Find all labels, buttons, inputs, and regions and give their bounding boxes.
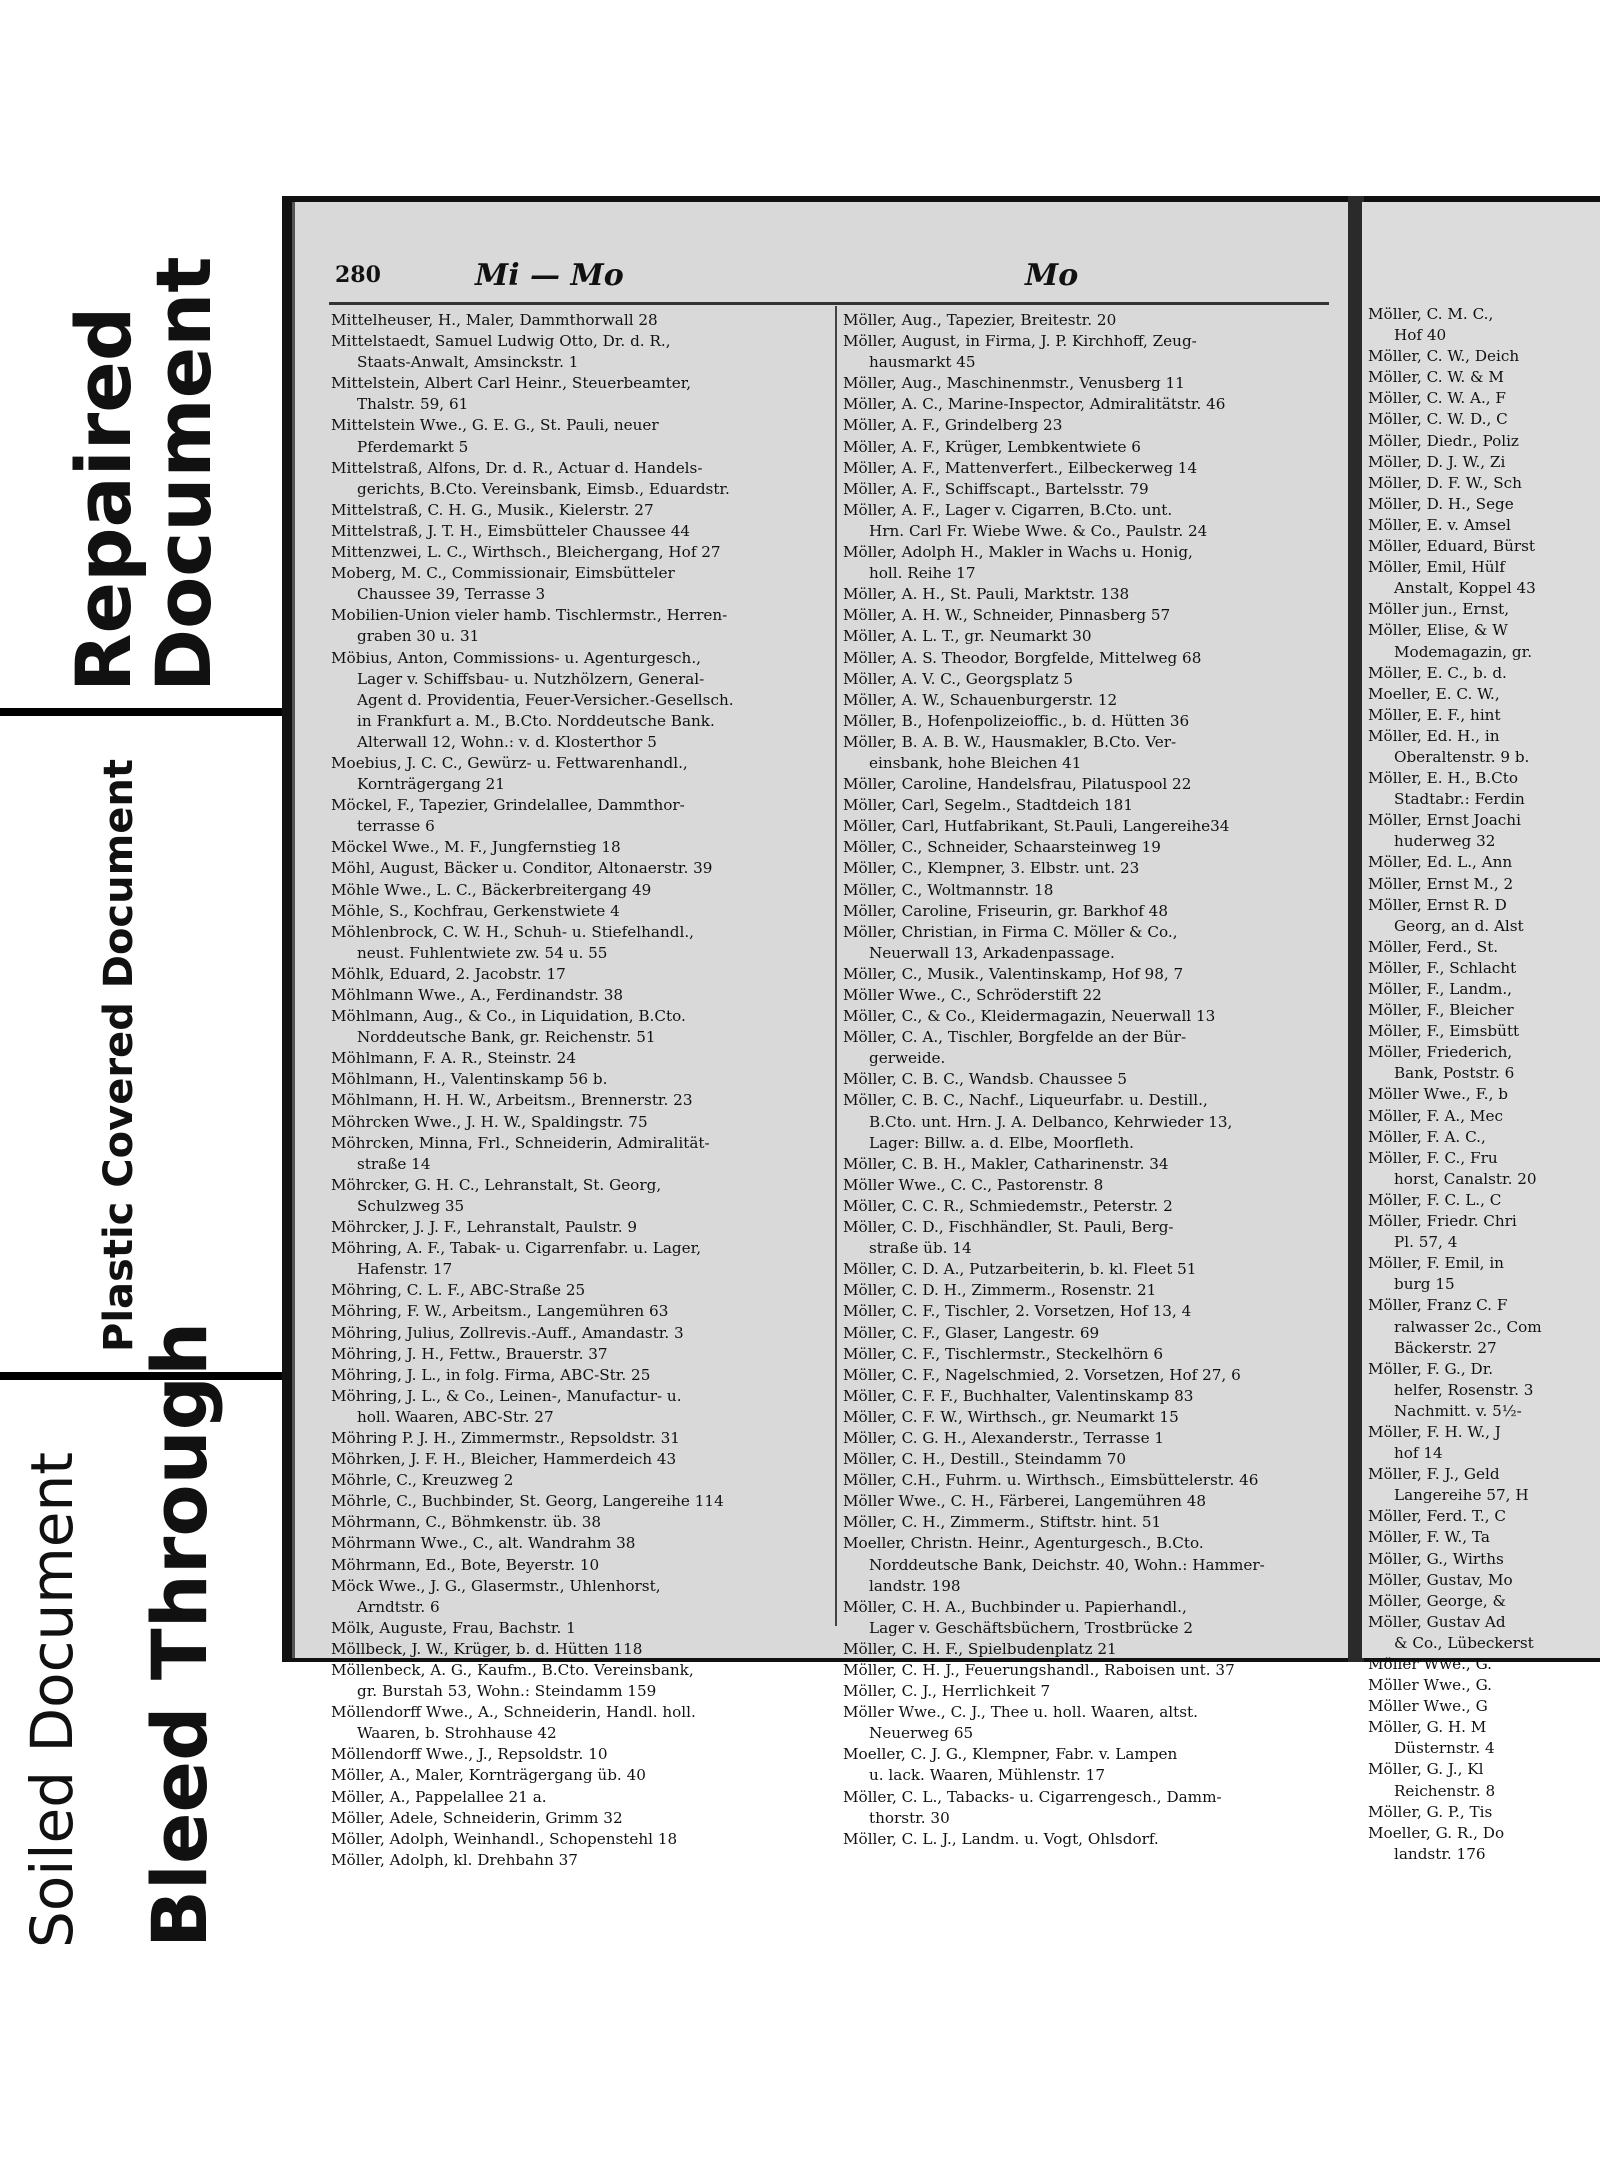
- directory-entry-line: Möhlmann, Aug., & Co., in Liquidation, B.Cto.: [331, 1007, 686, 1026]
- directory-entry-line: Möller Wwe., C. C., Pastorenstr. 8: [843, 1175, 1104, 1194]
- directory-entry-line: Möller, F. A. C.,: [1368, 1127, 1486, 1146]
- directory-entry-line: Möller Wwe., C., Schröderstift 22: [843, 986, 1102, 1004]
- directory-entry-line: Möller, F. W., Ta: [1368, 1528, 1490, 1547]
- directory-entry-line: Möllendorff Wwe., J., Repsoldstr. 10: [331, 1745, 608, 1764]
- directory-entry-line: Hrn. Carl Fr. Wiebe Wwe. & Co., Paulstr. 24: [869, 521, 1208, 540]
- repaired-label-line1: Repaired: [59, 306, 148, 692]
- plastic-label: Plastic Covered Document: [96, 758, 142, 1352]
- directory-entry-line: Möller, A. F., Grindelberg 23: [843, 416, 1063, 435]
- directory-entry-line: Möhle, S., Kochfrau, Gerkenstwiete 4: [331, 901, 620, 920]
- directory-entry-line: Möller, C. B. C., Wandsb. Chaussee 5: [843, 1070, 1128, 1089]
- directory-entry-line: Möller, C. J., Herrlichkeit 7: [843, 1682, 1051, 1701]
- directory-entry-line: Bank, Poststr. 6: [1394, 1064, 1515, 1083]
- right-heading: Mo: [1025, 258, 1079, 293]
- directory-entry-line: Möller, Adolph, Weinhandl., Schopenstehl 18: [331, 1829, 678, 1848]
- third-column: [1368, 304, 1600, 1865]
- directory-entry-line: Lager v. Schiffsbau- u. Nutzhölzern, General-: [357, 669, 705, 688]
- directory-entry-line: Möhring P. J. H., Zimmermstr., Repsoldstr. 31: [331, 1428, 680, 1447]
- directory-entry-line: Arndtstr. 6: [357, 1597, 440, 1616]
- directory-entry-line: Möller, F. Emil, in: [1368, 1254, 1504, 1273]
- directory-entry-line: Möller, F., Bleicher: [1368, 1001, 1514, 1020]
- directory-entry-line: Möller, Ernst Joachi: [1368, 811, 1521, 830]
- directory-entry-line: Möller Wwe., C. H., Färberei, Langemühren 48: [843, 1492, 1207, 1511]
- directory-entry-line: Möller, E. v. Amsel: [1368, 515, 1511, 534]
- directory-entry-line: Pferdemarkt 5: [357, 437, 469, 456]
- directory-entry-line: Möller, C. W., Deich: [1368, 347, 1520, 366]
- directory-entry-line: Möhrmann Wwe., C., alt. Wandrahm 38: [331, 1534, 636, 1553]
- directory-entry-line: Modemagazin, gr.: [1394, 642, 1533, 661]
- directory-entry-line: Pl. 57, 4: [1394, 1233, 1458, 1252]
- directory-entry-line: Möller, Franz C. F: [1368, 1296, 1508, 1315]
- directory-entry-line: Agent d. Providentia, Feuer-Versicher.-Gesellsch.: [357, 690, 734, 709]
- directory-entry-line: Möller, C. D., Fischhändler, St. Pauli, Berg-: [843, 1218, 1174, 1237]
- directory-entry-line: Möller, C. W. & M: [1368, 368, 1504, 387]
- directory-entry-line: Möller, C. B. C., Nachf., Liqueurfabr. u. Destill.,: [843, 1091, 1208, 1110]
- directory-entry-line: Düsternstr. 4: [1394, 1739, 1495, 1758]
- next-page: [1362, 202, 1600, 1863]
- directory-entry-line: Möller, F. H. W., J: [1368, 1422, 1501, 1441]
- directory-entry-line: Möller, C. H. J., Feuerungshandl., Raboisen unt. 37: [843, 1661, 1235, 1679]
- directory-entry-line: Möller, Christian, in Firma C. Möller & Co.,: [843, 922, 1178, 941]
- directory-entry-line: Möller, A., Maler, Kornträgergang üb. 40: [331, 1766, 646, 1785]
- directory-entry-line: Möller, F. G., Dr.: [1368, 1359, 1494, 1378]
- page-header: [335, 258, 1333, 302]
- directory-entry-line: Möller, Elise, & W: [1368, 621, 1508, 640]
- directory-entry-line: gerichts, B.Cto. Vereinsbank, Eimsb., Eduardstr.: [357, 479, 730, 498]
- directory-entry-line: Möller, Emil, Hülf: [1368, 558, 1506, 577]
- directory-entry-line: Möller, A. H. W., Schneider, Pinnasberg 57: [843, 606, 1171, 625]
- directory-entry-line: Möller, C. L. J., Landm. u. Vogt, Ohlsdorf.: [843, 1829, 1159, 1848]
- directory-entry-line: Alterwall 12, Wohn.: v. d. Klosterthor 5: [357, 732, 657, 751]
- directory-entry-line: neust. Fuhlentwiete zw. 54 u. 55: [357, 943, 608, 962]
- directory-entry-line: Möller, A. W., Schauenburgerstr. 12: [843, 690, 1118, 709]
- directory-entry-line: Möller, A. V. C., Georgsplatz 5: [843, 669, 1074, 688]
- directory-entry-line: Möller, C. H. F., Spielbudenplatz 21: [843, 1639, 1117, 1658]
- right-column: [843, 310, 1343, 1850]
- directory-entry-line: Nachmitt. v. 5½-: [1394, 1401, 1522, 1420]
- directory-entry-line: Möller, D. F. W., Sch: [1368, 473, 1522, 492]
- directory-entry-line: thorstr. 30: [869, 1808, 950, 1827]
- directory-entry-line: Möller, Ferd., St.: [1368, 937, 1499, 956]
- directory-entry-line: Mittelstraß, C. H. G., Musik., Kielerstr. 27: [331, 500, 654, 519]
- directory-entry-line: Möller, C.H., Fuhrm. u. Wirthsch., Eimsbüttelerstr. 46: [843, 1471, 1259, 1490]
- directory-entry-line: Mittenzwei, L. C., Wirthsch., Bleichergang, Hof 27: [331, 543, 721, 562]
- directory-entry-line: Möller, C. M. C.,: [1368, 305, 1494, 323]
- directory-entry-line: Mittelheuser, H., Maler, Dammthorwall 28: [331, 311, 658, 329]
- directory-entry-line: Möller, F. C. L., C: [1368, 1190, 1502, 1209]
- directory-entry-line: Möller, Ed. L., Ann: [1368, 853, 1513, 872]
- directory-entry-line: Oberaltenstr. 9 b.: [1394, 747, 1530, 766]
- directory-entry-line: Möhle Wwe., L. C., Bäckerbreitergang 49: [331, 880, 652, 899]
- directory-entry-line: landstr. 176: [1394, 1844, 1486, 1863]
- label-strip: [0, 0, 282, 2177]
- directory-entry-line: Möller, F., Landm.,: [1368, 980, 1512, 998]
- directory-entry-line: gerweide.: [869, 1049, 946, 1068]
- book-scan: [282, 196, 1600, 1869]
- directory-entry-line: Möller, George, &: [1368, 1591, 1507, 1610]
- left-column: [331, 310, 831, 1871]
- page-number: 280: [335, 262, 381, 288]
- label-divider: [0, 708, 282, 716]
- directory-entry-line: landstr. 198: [869, 1576, 961, 1595]
- directory-entry-line: Möller, Diedr., Poliz: [1368, 431, 1519, 450]
- directory-entry-line: Möller, Carl, Hutfabrikant, St.Pauli, Langereihe34: [843, 817, 1230, 836]
- directory-entry-line: Möller, A. C., Marine-Inspector, Admiralitätstr. 46: [843, 395, 1226, 414]
- directory-entry-line: Möhrcker, J. J. F., Lehranstalt, Paulstr. 9: [331, 1218, 638, 1237]
- directory-entry-line: Mölk, Auguste, Frau, Bachstr. 1: [331, 1618, 576, 1637]
- directory-entry-line: hausmarkt 45: [869, 353, 976, 372]
- directory-entry-line: huderweg 32: [1394, 832, 1496, 851]
- directory-entry-line: Möller, Ernst M., 2: [1368, 874, 1514, 893]
- directory-entry-line: Möller, A. L. T., gr. Neumarkt 30: [843, 627, 1092, 646]
- directory-entry-line: Möller, C., Klempner, 3. Elbstr. unt. 23: [843, 859, 1140, 878]
- directory-entry-line: Möller, F. C., Fru: [1368, 1148, 1498, 1167]
- directory-entry-line: Norddeutsche Bank, Deichstr. 40, Wohn.: Hammer-: [869, 1555, 1265, 1574]
- directory-entry-line: in Frankfurt a. M., B.Cto. Norddeutsche Bank.: [357, 711, 715, 730]
- directory-entry-line: Möhrle, C., Kreuzweg 2: [331, 1471, 514, 1490]
- directory-entry-line: Reichenstr. 8: [1394, 1781, 1496, 1800]
- directory-entry-line: Möller, Gustav, Mo: [1368, 1570, 1513, 1589]
- directory-entry-line: Möhring, J. L., in folg. Firma, ABC-Str. 25: [331, 1365, 651, 1384]
- directory-entry-line: Möller, E. F., hint: [1368, 705, 1501, 724]
- directory-entry-line: Staats-Anwalt, Amsinckstr. 1: [357, 353, 579, 372]
- directory-entry-line: Moeller, E. C. W.,: [1368, 684, 1500, 703]
- directory-entry-line: & Co., Lübeckerst: [1394, 1633, 1534, 1652]
- directory-entry-line: Mittelstein Wwe., G. E. G., St. Pauli, neuer: [331, 416, 659, 435]
- directory-entry-line: Möller, Ferd. T., C: [1368, 1507, 1506, 1526]
- directory-entry-line: Möller, Caroline, Handelsfrau, Pilatuspool 22: [843, 775, 1192, 794]
- directory-entry-line: Möller, F. A., Mec: [1368, 1106, 1503, 1125]
- directory-entry-line: Möller, C., Schneider, Schaarsteinweg 19: [843, 838, 1161, 857]
- directory-entry-line: einsbank, hohe Bleichen 41: [869, 753, 1082, 772]
- directory-entry-line: holl. Reihe 17: [869, 564, 976, 583]
- directory-entry-line: Möller, F., Eimsbütt: [1368, 1022, 1520, 1041]
- repaired-label: [59, 256, 228, 692]
- directory-entry-line: Möller, E. H., B.Cto: [1368, 769, 1518, 788]
- directory-entry-line: u. lack. Waaren, Mühlenstr. 17: [869, 1766, 1106, 1785]
- directory-entry-line: Möller, C. F. F., Buchhalter, Valentinskamp 83: [843, 1386, 1194, 1405]
- directory-entry-line: Möller, C., Woltmannstr. 18: [843, 880, 1054, 899]
- directory-entry-line: Möller, C. G. H., Alexanderstr., Terrasse 1: [843, 1428, 1165, 1447]
- directory-entry-line: Möller, G. J., Kl: [1368, 1760, 1484, 1779]
- directory-entry-line: Möller, C. F., Glaser, Langestr. 69: [843, 1323, 1100, 1342]
- directory-entry-line: Möller, E. C., b. d.: [1368, 663, 1507, 682]
- directory-page: [292, 202, 1353, 1869]
- directory-entry-line: Möhlmann, H. H. W., Arbeitsm., Brennerstr. 23: [331, 1091, 693, 1110]
- directory-entry-line: Möller, C. W. A., F: [1368, 389, 1506, 408]
- directory-entry-line: Mobilien-Union vieler hamb. Tischlermstr., Herren-: [331, 606, 728, 625]
- directory-entry-line: horst, Canalstr. 20: [1394, 1169, 1537, 1188]
- directory-entry-line: burg 15: [1394, 1275, 1455, 1294]
- column-divider: [835, 306, 837, 1626]
- directory-entry-line: Möller, A. F., Schiffscapt., Bartelsstr. 79: [843, 479, 1149, 498]
- directory-entry-line: Thalstr. 59, 61: [357, 395, 469, 414]
- directory-entry-line: Moeller, Christn. Heinr., Agenturgesch., B.Cto.: [843, 1534, 1204, 1553]
- directory-entry-line: Möllenbeck, A. G., Kaufm., B.Cto. Vereinsbank,: [331, 1661, 694, 1679]
- directory-entry-line: Möller, C. F., Nagelschmied, 2. Vorsetzen, Hof 27, 6: [843, 1365, 1241, 1384]
- directory-entry-line: Möller, Friedr. Chri: [1368, 1212, 1517, 1231]
- directory-entry-line: graben 30 u. 31: [357, 627, 480, 646]
- directory-entry-line: Möller jun., Ernst,: [1368, 600, 1510, 619]
- directory-entry-line: Möckel, F., Tapezier, Grindelallee, Dammthor-: [331, 796, 685, 815]
- directory-entry-line: Möller, C. B. H., Makler, Catharinenstr. 34: [843, 1154, 1169, 1173]
- directory-entry-line: Mittelstaedt, Samuel Ludwig Otto, Dr. d. R.,: [331, 332, 671, 351]
- directory-entry-line: Möhlmann Wwe., A., Ferdinandstr. 38: [331, 986, 624, 1004]
- directory-entry-line: Chaussee 39, Terrasse 3: [357, 585, 546, 604]
- directory-entry-line: Möller, August, in Firma, J. P. Kirchhoff, Zeug-: [843, 332, 1197, 351]
- directory-entry-line: Möller, Adolph H., Makler in Wachs u. Honig,: [843, 543, 1193, 562]
- directory-entry-line: Möller, Aug., Maschinenmstr., Venusberg 11: [843, 374, 1185, 393]
- directory-entry-line: Stadtabr.: Ferdin: [1394, 790, 1525, 809]
- directory-entry-line: Anstalt, Koppel 43: [1394, 579, 1536, 598]
- directory-entry-line: Georg, an d. Alst: [1394, 916, 1524, 935]
- directory-entry-line: Möhrle, C., Buchbinder, St. Georg, Langereihe 114: [331, 1492, 724, 1511]
- directory-entry-line: Kornträgergang 21: [357, 775, 505, 794]
- directory-entry-line: Lager: Billw. a. d. Elbe, Moorfleth.: [869, 1133, 1134, 1152]
- directory-entry-line: Mittelstein, Albert Carl Heinr., Steuerbeamter,: [331, 374, 692, 393]
- directory-entry-line: Moberg, M. C., Commissionair, Eimsbütteler: [331, 564, 675, 583]
- directory-entry-line: Möller, C., & Co., Kleidermagazin, Neuerwall 13: [843, 1007, 1216, 1026]
- directory-entry-line: Möller, Adolph, kl. Drehbahn 37: [331, 1850, 578, 1869]
- directory-entry-line: Moebius, J. C. C., Gewürz- u. Fettwarenhandl.,: [331, 753, 688, 772]
- directory-entry-line: Möller, C. D. H., Zimmerm., Rosenstr. 21: [843, 1281, 1157, 1300]
- directory-entry-line: Möller, C. F., Tischler, 2. Vorsetzen, Hof 13, 4: [843, 1302, 1192, 1321]
- directory-entry-line: Schulzweg 35: [357, 1196, 465, 1215]
- directory-entry-line: Möller Wwe., G.: [1368, 1655, 1492, 1673]
- directory-entry-line: B.Cto. unt. Hrn. J. A. Delbanco, Kehrwieder 13,: [869, 1112, 1233, 1131]
- directory-entry-line: Möllendorff Wwe., A., Schneiderin, Handl. holl.: [331, 1703, 696, 1722]
- directory-entry-line: Möhrcken, Minna, Frl., Schneiderin, Admiralität-: [331, 1133, 710, 1152]
- directory-entry-line: Möller, Caroline, Friseurin, gr. Barkhof 48: [843, 901, 1168, 920]
- directory-entry-line: Möller, C. H., Destill., Steindamm 70: [843, 1450, 1127, 1469]
- directory-entry-line: Möller Wwe., C. J., Thee u. holl. Waaren, altst.: [843, 1703, 1198, 1722]
- directory-entry-line: Möbius, Anton, Commissions- u. Agenturgesch.,: [331, 648, 701, 667]
- directory-entry-line: Norddeutsche Bank, gr. Reichenstr. 51: [357, 1028, 656, 1047]
- directory-entry-line: Hafenstr. 17: [357, 1260, 453, 1279]
- directory-entry-line: Möller, C. W. D., C: [1368, 410, 1508, 429]
- directory-entry-line: Möller, Aug., Tapezier, Breitestr. 20: [843, 311, 1117, 329]
- directory-entry-line: Möller, Gustav Ad: [1368, 1612, 1506, 1631]
- directory-entry-line: Möhrcker, G. H. C., Lehranstalt, St. Georg,: [331, 1175, 662, 1194]
- directory-entry-line: Möller, A. F., Mattenverfert., Eilbeckerweg 14: [843, 458, 1198, 477]
- directory-entry-line: Möller, Carl, Segelm., Stadtdeich 181: [843, 796, 1133, 815]
- directory-entry-line: Möhring, J. L., & Co., Leinen-, Manufactur- u.: [331, 1386, 682, 1405]
- directory-entry-line: terrasse 6: [357, 817, 435, 836]
- directory-entry-line: Möller, C. F. W., Wirthsch., gr. Neumarkt 15: [843, 1407, 1179, 1426]
- directory-entry-line: Möller, B., Hofenpolizeioffic., b. d. Hütten 36: [843, 711, 1190, 730]
- directory-entry-line: Möhring, C. L. F., ABC-Straße 25: [331, 1281, 586, 1300]
- directory-entry-line: Möller Wwe., G: [1368, 1697, 1488, 1716]
- directory-entry-line: Möller, G. H. M: [1368, 1718, 1487, 1737]
- directory-entry-line: Möller, Adele, Schneiderin, Grimm 32: [331, 1808, 623, 1827]
- directory-entry-line: Möller, A. S. Theodor, Borgfelde, Mittelweg 68: [843, 648, 1202, 667]
- directory-entry-line: Moeller, G. R., Do: [1368, 1823, 1505, 1842]
- bleed-label: Bleed Through: [135, 1321, 224, 1948]
- directory-entry-line: Hof 40: [1394, 326, 1447, 345]
- directory-entry-line: Möhl, August, Bäcker u. Conditor, Altonaerstr. 39: [331, 859, 713, 878]
- directory-entry-line: Möller, C. H. A., Buchbinder u. Papierhandl.,: [843, 1597, 1187, 1616]
- directory-entry-line: Lager v. Geschäftsbüchern, Trostbrücke 2: [869, 1618, 1194, 1637]
- directory-entry-line: hof 14: [1394, 1444, 1443, 1463]
- directory-entry-line: straße 14: [357, 1154, 431, 1173]
- soiled-label: Soiled Document: [18, 1452, 86, 1948]
- directory-entry-line: Möller, B. A. B. W., Hausmakler, B.Cto. Ver-: [843, 732, 1177, 751]
- directory-entry-line: Möhring, A. F., Tabak- u. Cigarrenfabr. u. Lager,: [331, 1239, 702, 1258]
- directory-entry-line: Möller, G. P., Tis: [1368, 1802, 1493, 1821]
- directory-entry-line: Möhlmann, F. A. R., Steinstr. 24: [331, 1049, 576, 1068]
- directory-entry-line: Möller, A. H., St. Pauli, Marktstr. 138: [843, 585, 1130, 604]
- directory-entry-line: holl. Waaren, ABC-Str. 27: [357, 1407, 554, 1426]
- directory-entry-line: Möhring, F. W., Arbeitsm., Langemühren 63: [331, 1302, 669, 1321]
- directory-entry-line: Möller, Ed. H., in: [1368, 726, 1500, 745]
- directory-entry-line: Möhring, J. H., Fettw., Brauerstr. 37: [331, 1344, 608, 1363]
- directory-entry-line: Möller, F. J., Geld: [1368, 1465, 1500, 1484]
- directory-entry-line: Möller, A. F., Lager v. Cigarren, B.Cto. unt.: [843, 500, 1173, 519]
- directory-entry-line: Möck Wwe., J. G., Glasermstr., Uhlenhorst,: [331, 1576, 661, 1595]
- directory-entry-line: Möllbeck, J. W., Krüger, b. d. Hütten 118: [331, 1639, 643, 1658]
- directory-entry-line: Möller, A., Pappelallee 21 a.: [331, 1787, 547, 1806]
- directory-entry-line: Möller, F., Schlacht: [1368, 958, 1517, 977]
- directory-entry-line: Möller, C. F., Tischlermstr., Steckelhörn 6: [843, 1344, 1164, 1363]
- directory-entry-line: Möller, Ernst R. D: [1368, 895, 1507, 914]
- directory-entry-line: Möckel Wwe., M. F., Jungfernstieg 18: [331, 838, 621, 857]
- directory-entry-line: Mittelstraß, Alfons, Dr. d. R., Actuar d. Handels-: [331, 458, 703, 477]
- directory-entry-line: Möller Wwe., G.: [1368, 1676, 1492, 1695]
- directory-entry-line: Möhlmann, H., Valentinskamp 56 b.: [331, 1070, 608, 1089]
- directory-entry-line: Möller, C. L., Tabacks- u. Cigarrengesch., Damm-: [843, 1787, 1222, 1806]
- directory-entry-line: Möhrken, J. F. H., Bleicher, Hammerdeich 43: [331, 1450, 677, 1469]
- directory-entry-line: Möhlk, Eduard, 2. Jacobstr. 17: [331, 964, 566, 983]
- directory-entry-line: Langereihe 57, H: [1394, 1486, 1529, 1505]
- directory-entry-line: Möller, C., Musik., Valentinskamp, Hof 98, 7: [843, 964, 1184, 983]
- left-heading: Mi — Mo: [475, 258, 624, 293]
- directory-entry-line: Möhring, Julius, Zollrevis.-Auff., Amandastr. 3: [331, 1323, 684, 1342]
- directory-entry-line: Neuerweg 65: [869, 1724, 974, 1743]
- header-rule: [329, 302, 1329, 305]
- repaired-label-line2: Document: [138, 256, 228, 692]
- directory-entry-line: ralwasser 2c., Com: [1394, 1317, 1542, 1336]
- directory-entry-line: Möhrcken Wwe., J. H. W., Spaldingstr. 75: [331, 1112, 648, 1131]
- directory-entry-line: Möller, Eduard, Bürst: [1368, 537, 1536, 556]
- directory-entry-line: straße üb. 14: [869, 1239, 972, 1258]
- directory-entry-line: Möller, D. H., Sege: [1368, 494, 1514, 513]
- directory-entry-line: Möller, G., Wirths: [1368, 1549, 1504, 1568]
- directory-entry-line: Mittelstraß, J. T. H., Eimsbütteler Chaussee 44: [331, 521, 691, 540]
- directory-entry-line: Möller, D. J. W., Zi: [1368, 452, 1506, 471]
- directory-entry-line: Möhrmann, Ed., Bote, Beyerstr. 10: [331, 1555, 600, 1574]
- directory-entry-line: Neuerwall 13, Arkadenpassage.: [869, 943, 1115, 962]
- directory-entry-line: Waaren, b. Strohhause 42: [357, 1724, 557, 1743]
- directory-entry-line: helfer, Rosenstr. 3: [1394, 1380, 1534, 1399]
- directory-entry-line: Möller, C. D. A., Putzarbeiterin, b. kl. Fleet 51: [843, 1260, 1197, 1279]
- directory-entry-line: Möhrmann, C., Böhmkenstr. üb. 38: [331, 1513, 602, 1532]
- directory-entry-line: Möller, C. H., Zimmerm., Stiftstr. hint. 51: [843, 1513, 1162, 1532]
- directory-entry-line: Möller Wwe., F., b: [1368, 1085, 1508, 1104]
- directory-entry-line: Bäckerstr. 27: [1394, 1338, 1497, 1357]
- directory-entry-line: Möller, C. C. R., Schmiedemstr., Peterstr. 2: [843, 1196, 1173, 1215]
- directory-entry-line: Moeller, C. J. G., Klempner, Fabr. v. Lampen: [843, 1745, 1178, 1764]
- directory-entry-line: Möller, A. F., Krüger, Lembkentwiete 6: [843, 437, 1141, 456]
- directory-entry-line: Möller, C. A., Tischler, Borgfelde an der Bür-: [843, 1028, 1187, 1047]
- directory-entry-line: gr. Burstah 53, Wohn.: Steindamm 159: [357, 1682, 657, 1701]
- directory-entry-line: Möller, Friederich,: [1368, 1043, 1513, 1062]
- directory-entry-line: Möhlenbrock, C. W. H., Schuh- u. Stiefelhandl.,: [331, 922, 694, 941]
